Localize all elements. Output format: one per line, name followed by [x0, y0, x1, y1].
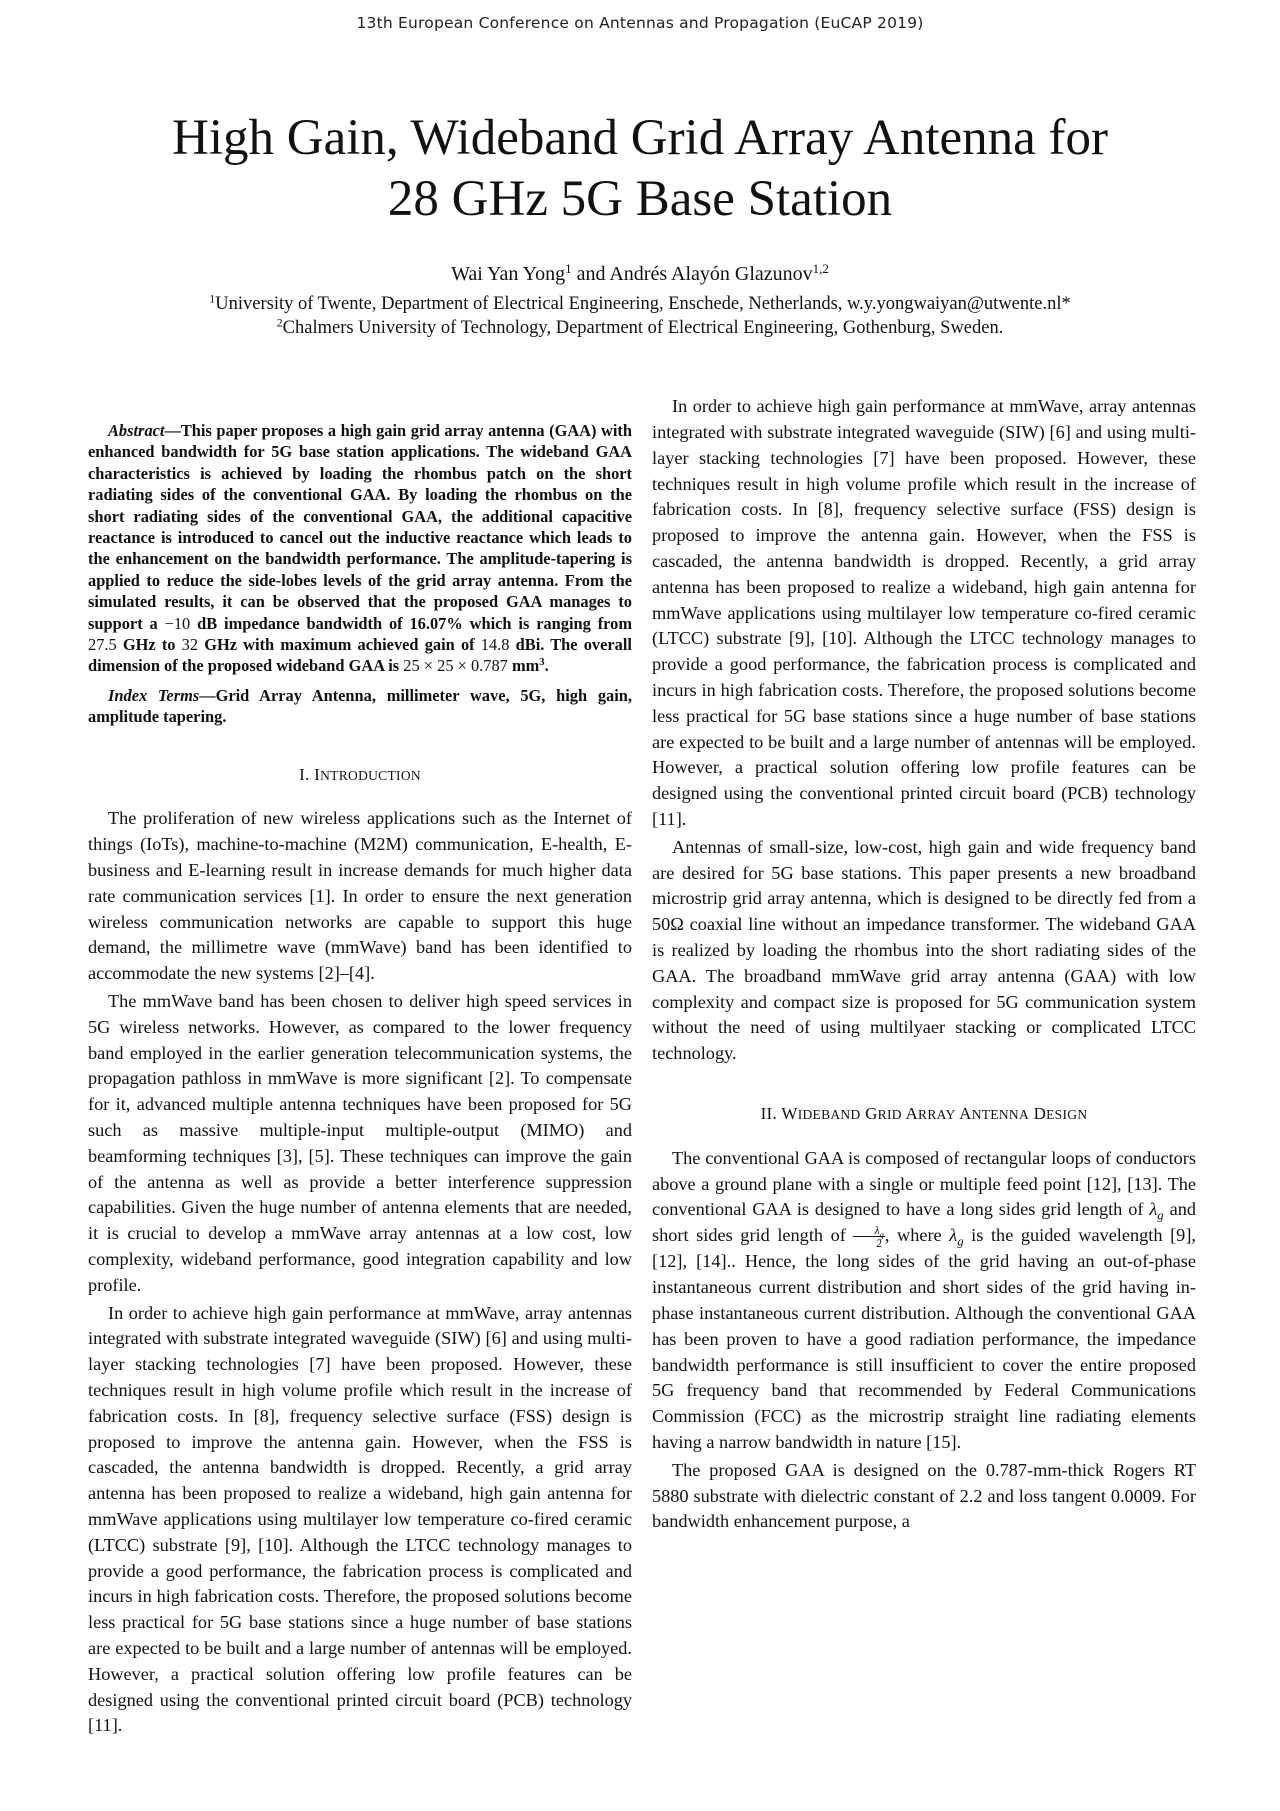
math-subscript: g: [957, 1234, 964, 1249]
body-paragraph: In order to achieve high gain performance at mmWave, array antennas integrated with substrate integrated waveguide (SIW) [6] and using multi-layer stacking technologies [7] have been proposed. However, these techniques result in high volume profile which result in the increase of fabrication costs. In [8], frequency selective surface (FSS) design is proposed to improve the antenna gain. However, when the FSS is cascaded, the antenna bandwidth is dropped. Recently, a grid array antenna has been proposed to realize a wideband, high gain antenna for mmWave applications using multilayer low temperature co-fired ceramic (LTCC) substrate [9], [10]. Although the LTCC technology manages to provide a good performance, the fabrication process is complicated and incurs in high fabrication costs. Therefore, the proposed solutions become less practical for 5G base stations since a huge number of base stations are expected to be built and a large number of antennas will be employed. However, a practical solution offering low profile features can be designed using the conventional printed circuit board (PCB) technology [11].: [88, 1302, 632, 1736]
fraction-numerator: $\lambda_g$: [853, 1224, 884, 1237]
abstract-math: 32: [181, 635, 199, 655]
body-paragraph: The proposed GAA is designed on the 0.787-mm-thick Rogers RT 5880 substrate with dielectric constant of 2.2 and loss tangent 0.0009. For bandwidth enhancement purpose, a: [652, 1459, 1196, 1532]
section-heading-wideband-gaa-design: [652, 1101, 1196, 1128]
abstract-dash: —: [164, 421, 181, 440]
section-title-part: IDEBAND: [797, 1106, 861, 1122]
index-terms-dash: —: [199, 685, 216, 705]
math-subscript: g: [1157, 1208, 1164, 1223]
author-affil-marker: 1,2: [812, 260, 829, 276]
paragraph-text: The conventional GAA is composed of rectangular loops of conductors above a ground plane with a single or multiple feed point [12], [13]. The conventional GAA is designed to have a long sides grid length of: [652, 1147, 1196, 1220]
paragraph-text: , where: [884, 1225, 950, 1246]
section-title-initial: I: [314, 764, 321, 784]
section-title-part: ESIGN: [1046, 1106, 1088, 1122]
affiliation-marker: 2: [276, 315, 283, 330]
math-fraction: [853, 1224, 884, 1249]
author-name: Andrés Alayón Glazunov: [609, 263, 813, 285]
section-title-part: D: [1033, 1103, 1047, 1123]
body-paragraph: The mmWave band has been chosen to deliver high speed services in 5G wireless networks. However, as compared to the lower frequency band employed in the earlier generation telecommunication systems, the propagation pathloss in mmWave is more significant [2]. To compensate for it, advanced multiple antenna techniques have been proposed for 5G such as massive multiple-input multiple-output (MIMO) and beamforming techniques [3], [5]. These techniques can improve the gain of the antenna as well as provide a better interference suppression capabilities. Given the huge number of antenna elements that are needed, it is crucial to develop a mmWave array antennas at a low cost, low complexity, wideband performance, good integration capability and low profile.: [88, 991, 632, 1295]
section-title-part: W: [781, 1103, 798, 1123]
section-title-part: RID: [877, 1106, 902, 1122]
section-title-part: RRAY: [918, 1106, 956, 1122]
author-connector: and: [571, 263, 610, 285]
abstract-label: Abstract: [108, 421, 165, 440]
conference-header: 13th European Conference on Antennas and Propagation (EuCAP 2019): [356, 14, 924, 32]
section-title-part: G: [865, 1103, 878, 1123]
math-symbol: λ: [1149, 1199, 1158, 1220]
author-affil-marker: 1: [565, 260, 572, 276]
math-symbol: λ: [949, 1225, 958, 1246]
index-terms-label: Index Terms: [108, 685, 200, 705]
title-line-1: High Gain, Wideband Grid Array Antenna for: [171, 110, 1109, 166]
abstract-text: GHz to: [116, 635, 182, 655]
body-paragraph-continued: [652, 396, 1196, 833]
section-heading-introduction: [88, 762, 632, 789]
abstract-math: −10: [164, 613, 191, 633]
body-paragraph-continued-text: In order to achieve high gain performance at mmWave, array antennas integrated with substrate integrated waveguide (SIW) [6] and using multi-layer stacking technologies [7] have been proposed. However, these techniques result in high volume profile which result in the increase of fabrication costs. In [8], frequency selective surface (FSS) design is proposed to improve the antenna gain. However, when the FSS is cascaded, the antenna bandwidth is dropped. Recently, a grid array antenna has been proposed to realize a wideband, high gain antenna for mmWave applications using multilayer low temperature co-fired ceramic (LTCC) substrate [9], [10]. Although the LTCC technology manages to provide a good performance, the fabrication process is complicated and incurs in high fabrication costs. Therefore, the proposed solutions become less practical for 5G base stations since a huge number of base stations are expected to be built and a large number of antennas will be employed. However, a practical solution offering low profile features can be designed using the conventional printed circuit board (PCB) technology [11].: [652, 396, 1196, 829]
abstract-math: 27.5: [88, 635, 117, 655]
affiliation: [0, 291, 1280, 315]
body-paragraph: Antennas of small-size, low-cost, high gain and wide frequency band are desired for 5G base stations. This paper presents a new broadband microstrip grid array antenna, which is designed to be directly fed from a 50Ω coaxial line without an impedance transformer. The wideband GAA is realized by loading the rhombus into the short radiating sides of the GAA. The broadband mmWave grid array antenna (GAA) with low complexity and compact size is proposed for 5G communication system without the need of using multilyaer stacking or complicated LTCC technology.: [652, 836, 1196, 1064]
section-title-rest: NTRODUCTION: [320, 767, 421, 783]
title-line-2: 28 GHz 5G Base Station: [387, 171, 893, 227]
body-paragraph: The proliferation of new wireless applications such as the Internet of things (IoTs), machine-to-machine (M2M) communication, E-health, E-business and E-learning result in increase demands for much higher data rate communication services [1]. In order to ensure the next generation wireless communication networks are capable to support this huge demand, the millimetre wave (mmWave) band has been identified to accommodate the new systems [2]–[4].: [88, 808, 632, 984]
author-name: Wai Yan Yong: [451, 263, 566, 285]
abstract-text: mm: [507, 656, 540, 676]
section-title-part: A: [959, 1103, 972, 1123]
index-terms-text: Grid Array Antenna, millimeter wave, 5G, high gain, amplitude tapering.: [88, 685, 632, 727]
paragraph-text: and short sides grid length of: [652, 1199, 1196, 1246]
index-terms: [88, 685, 632, 728]
paragraph-text: is the guided wavelength [9], [12], [14].. Hence, the long sides of the grid having an out-of-phase instantaneous current distribution and short sides of the grid having in-phase instantaneous current distribution. Although the conventional GAA has been proven to have a good radiation performance, the impedance bandwidth performance is still insufficient to cover the entire proposed 5G frequency band that recommended by Federal Communications Commission (FCC) as the microstrip straight line radiating elements having a narrow bandwidth in nature [15].: [652, 1225, 1196, 1452]
affiliation-marker: 1: [209, 291, 216, 306]
fraction-denominator: 2: [876, 1236, 883, 1251]
abstract-math: 25 × 25 × 0.787: [403, 656, 508, 676]
paper-title: [100, 108, 1180, 230]
affiliation: [0, 315, 1280, 339]
abstract-text: dB impedance bandwidth of 16.07% which is ranging from: [190, 613, 632, 633]
section-number: II.: [760, 1103, 778, 1123]
abstract-text: .: [544, 656, 549, 676]
abstract-math: 14.8: [480, 635, 510, 655]
left-column: [88, 420, 632, 1736]
author-list: [0, 260, 1280, 286]
section-number: I.: [299, 764, 310, 784]
section-title-part: A: [905, 1103, 919, 1123]
abstract: [88, 420, 632, 677]
abstract-text: This paper proposes a high gain grid array antenna (GAA) with enhanced bandwidth for 5G base station applications. The wideband GAA characteristics is achieved by loading the rhombus patch on the short radiating sides of the conventional GAA. By loading the rhombus on the short radiating sides of the conventional GAA, the additional capacitive reactance is introduced to cancel out the inductive reactance which leads to the enhancement on the bandwidth performance. The amplitude-tapering is applied to reduce the side-lobes levels of the grid array antenna. From the simulated results, it can be observed that the proposed GAA manages to support a: [88, 421, 632, 633]
section-title-part: NTENNA: [971, 1106, 1029, 1122]
affiliation-text: University of Twente, Department of Electrical Engineering, Enschede, Netherlands, w.y.yongwaiyan@utwente.nl*: [215, 294, 1071, 314]
abstract-text: dBi. The overall dimension of the proposed wideband GAA is: [88, 635, 632, 676]
body-paragraph: [652, 1146, 1196, 1456]
right-column: [652, 396, 1196, 1535]
abstract-text: GHz with maximum achieved gain of: [198, 635, 481, 655]
affiliation-text: Chalmers University of Technology, Department of Electrical Engineering, Gothenburg, Sweden.: [282, 318, 1004, 338]
abstract-math-exponent: 3: [539, 657, 545, 669]
